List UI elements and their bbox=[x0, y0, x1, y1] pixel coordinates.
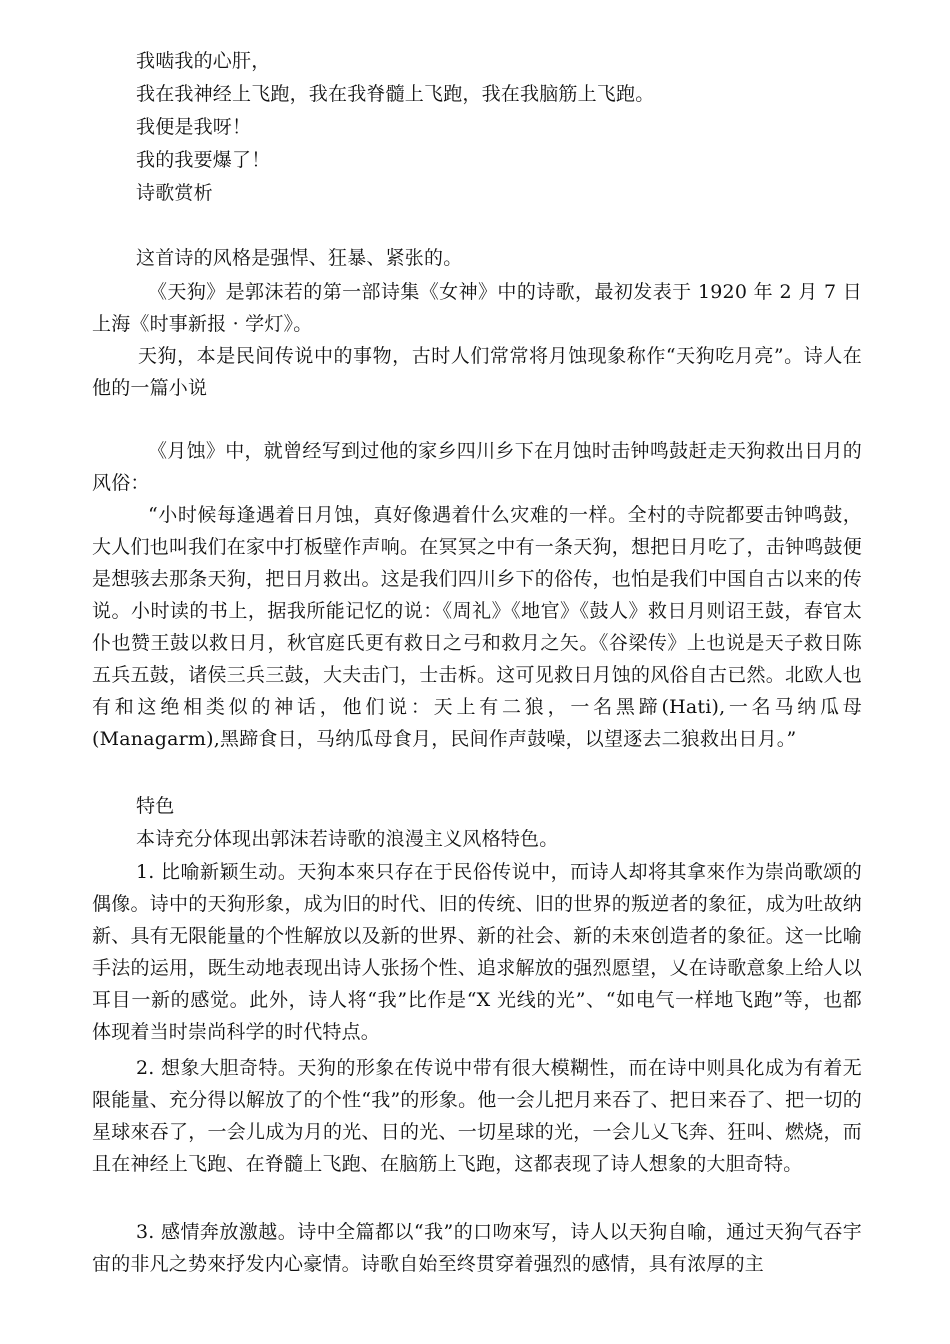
features-intro: 本诗充分体现出郭沫若诗歌的浪漫主义风格特色。 bbox=[136, 828, 559, 850]
feature-item-3: 3. 感情奔放激越。诗中全篇都以“我”的口吻來写，诗人以天狗自喻，通过天狗气吞宇宙的非凡之势來抒发内心豪情。诗歌自始至终贯穿着强烈的感情，具有浓厚的主 bbox=[92, 1221, 862, 1275]
quote-paragraph: “小时候每逢遇着日月蚀，真好像遇着什么灾难的一样。全村的寺院都要击钟鸣鼓，大人们也叫我们在家中打板壁作声响。在冥冥之中有一条天狗，想把日月吃了，击钟鸣鼓便是想骇去那条天狗，把日月救出。这是我们四川乡下的俗传，也怕是我们中国自古以来的传说。小时读的书上，据我所能记忆的说：《周礼》《地官》《鼓人》救日月则诏王鼓，春官太仆也赞王鼓以救日月，秋官庭氏更有救日之弓和救月之矢。《谷梁传》上也说是天子救日陈五兵五鼓，诸侯三兵三鼓，大夫击门，士击柝。这可见救日月蚀的风俗自古已然。北欧人也有和这绝相类似的神话，他们说：天上有二狼，一名黑蹄(Hati),一名马纳瓜母(Managarm),黑蹄食日，马纳瓜母食月，民间作声鼓噪，以望逐去二狼救出日月。” bbox=[92, 504, 862, 750]
paragraph-origin: 《天狗》是郭沫若的第一部诗集《女神》中的诗歌，最初发表于 1920 年 2 月 7 日上海《时事新报 · 学灯》。 bbox=[92, 281, 862, 335]
poem-line-3: 我便是我呀！ bbox=[136, 116, 252, 138]
poem-line-4: 我的我要爆了！ bbox=[136, 149, 271, 171]
style-line: 这首诗的风格是强悍、狂暴、紧张的。 bbox=[136, 247, 463, 269]
feature-item-2: 2. 想象大胆奇特。天狗的形象在传说中带有很大模糊性，而在诗中则具化成为有着无限能量、充分得以解放了的个性“我”的形象。他一会儿把月来吞了、把日来吞了、把一切的星球來吞了，一会儿成为月的光、日的光、一切星球的光，一会儿乂飞奔、狂叫、燃烧，而且在神经上飞跑、在脊髓上飞跑、在脑筋上飞跑，这都表现了诗人想象的大胆奇特。 bbox=[92, 1057, 862, 1175]
heading-appreciation: 诗歌赏析 bbox=[136, 182, 213, 204]
poem-line-2: 我在我神经上飞跑，我在我脊髓上飞跑，我在我脑筋上飞跑。 bbox=[136, 83, 655, 105]
paragraph-tiangou-part2: 《月蚀》中，就曾经写到过他的家乡四川乡下在月蚀时击钟鸣鼓赶走天狗救出日月的风俗： bbox=[92, 440, 862, 494]
heading-features: 特色 bbox=[136, 795, 175, 817]
paragraph-tiangou-part1: 天狗，本是民间传说中的事物，古时人们常常将月蚀现象称作“天狗吃月亮”。诗人在他的一篇小说 bbox=[92, 345, 862, 399]
feature-item-1: 1. 比喻新颖生动。天狗本來只存在于民俗传说中，而诗人却将其拿來作为崇尚歌颂的偶像。诗中的天狗形象，成为旧的时代、旧的传统、旧的世界的叛逆者的象征，成为吐故纳新、具有无限能量的个性解放以及新的世界、新的社会、新的未來创造者的象征。这一比喻手法的运用，既生动地表现出诗人张扬个性、追求解放的强烈愿望，乂在诗歌意象上给人以耳目一新的感觉。此外，诗人将“我”比作是“X 光线的光”、“如电气一样地飞跑”等，也都体现着当时崇尚科学的时代特点。 bbox=[92, 861, 862, 1043]
poem-line-1: 我啮我的心肝， bbox=[136, 50, 271, 72]
